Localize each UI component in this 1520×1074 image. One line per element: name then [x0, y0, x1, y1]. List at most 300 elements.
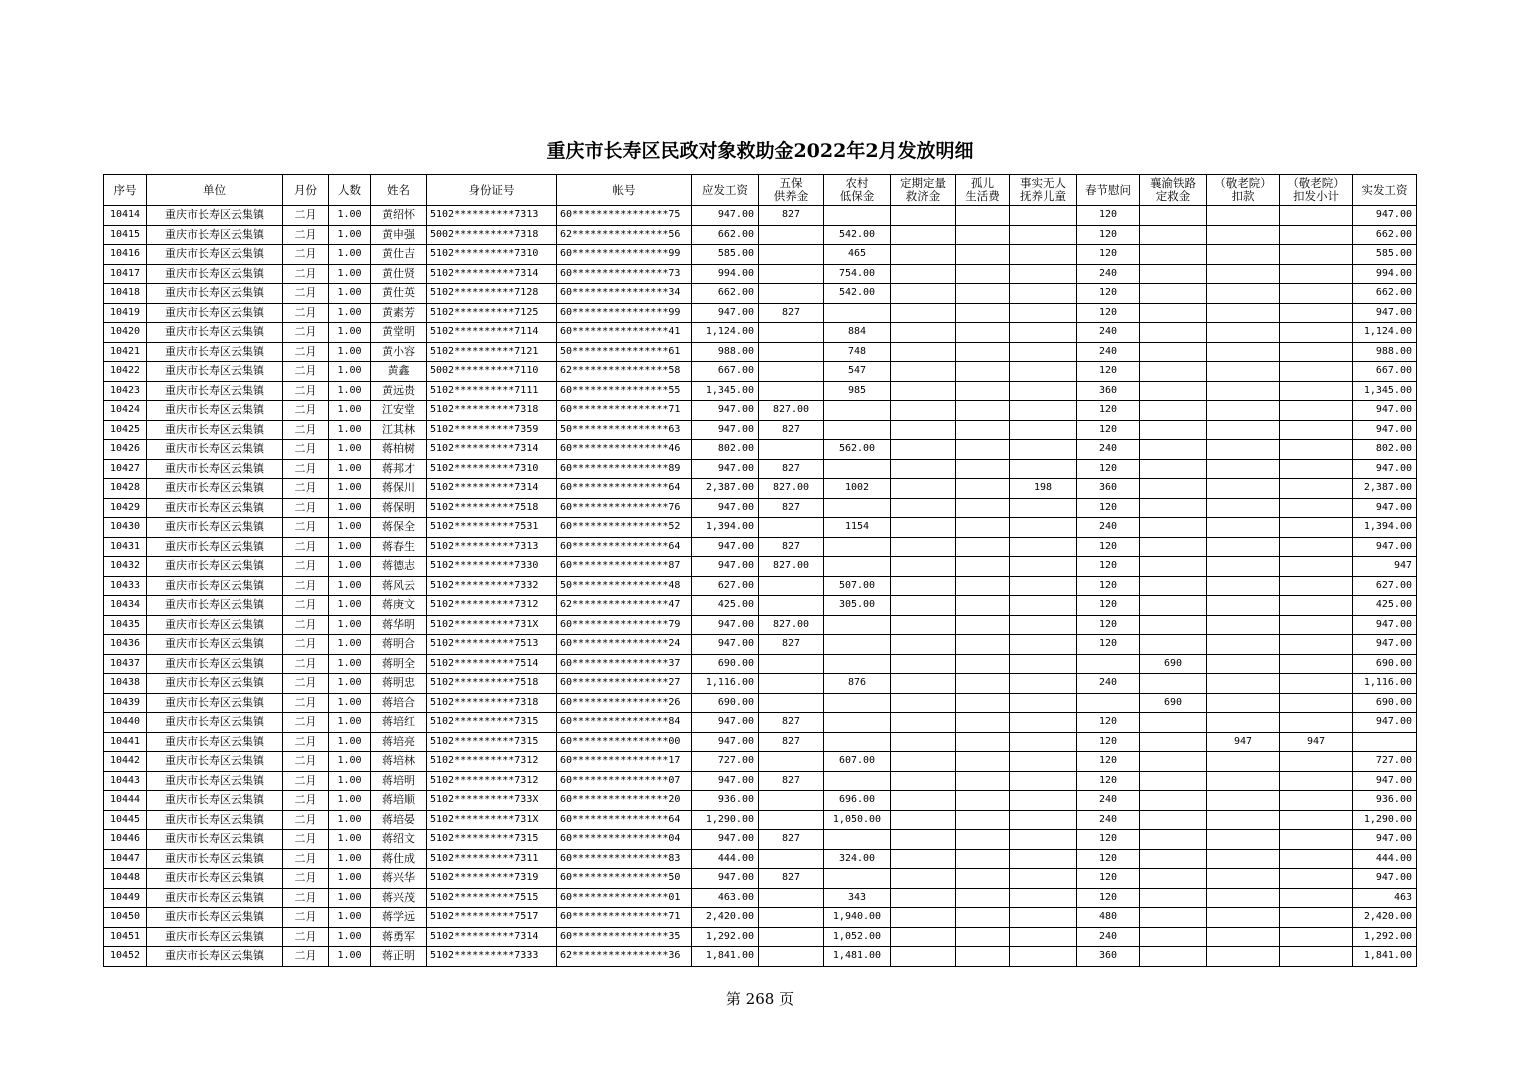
- cell-dingqi: [891, 674, 956, 694]
- cell-chunjie: [1077, 654, 1140, 674]
- cell-name: 黄申强: [371, 225, 427, 245]
- table-row: [104, 420, 1417, 440]
- cell-account: 60****************76: [557, 498, 692, 518]
- cell-jlyxiaoji: [1280, 771, 1353, 791]
- cell-name: 蒋绍文: [371, 830, 427, 850]
- cell-chunjie: 240: [1077, 518, 1140, 538]
- cell-gross-pay: 947.00: [692, 557, 759, 577]
- cell-dingqi: [891, 284, 956, 304]
- cell-wubao: [759, 654, 824, 674]
- cell-dibao: 547: [824, 362, 891, 382]
- cell-jlykoukuan: [1207, 635, 1280, 655]
- cell-count: 1.00: [329, 752, 371, 772]
- cell-wubao: [759, 576, 824, 596]
- cell-name: 蒋培红: [371, 713, 427, 733]
- cell-guer: [956, 557, 1010, 577]
- cell-chunjie: 120: [1077, 869, 1140, 889]
- cell-jlyxiaoji: [1280, 225, 1353, 245]
- table-row: [104, 830, 1417, 850]
- cell-gross-pay: 947.00: [692, 732, 759, 752]
- cell-unit: 重庆市长寿区云集镇: [147, 849, 283, 869]
- cell-net-pay: 947.00: [1353, 830, 1417, 850]
- cell-jlykoukuan: [1207, 752, 1280, 772]
- cell-wubao: 827: [759, 303, 824, 323]
- cell-chunjie: 120: [1077, 771, 1140, 791]
- cell-chunjie: 120: [1077, 284, 1140, 304]
- cell-gross-pay: 444.00: [692, 849, 759, 869]
- cell-guer: [956, 284, 1010, 304]
- cell-unit: 重庆市长寿区云集镇: [147, 342, 283, 362]
- cell-dingqi: [891, 576, 956, 596]
- cell-chunjie: 120: [1077, 557, 1140, 577]
- cell-jlyxiaoji: [1280, 342, 1353, 362]
- cell-dibao: 607.00: [824, 752, 891, 772]
- cell-net-pay: 947.00: [1353, 498, 1417, 518]
- cell-chunjie: [1077, 693, 1140, 713]
- cell-guer: [956, 674, 1010, 694]
- cell-shishi: [1010, 752, 1077, 772]
- cell-count: 1.00: [329, 576, 371, 596]
- cell-count: 1.00: [329, 342, 371, 362]
- cell-jlykoukuan: [1207, 381, 1280, 401]
- cell-dibao: [824, 654, 891, 674]
- cell-shishi: [1010, 245, 1077, 265]
- cell-wubao: 827: [759, 830, 824, 850]
- cell-month: 二月: [283, 888, 329, 908]
- table-row: [104, 459, 1417, 479]
- cell-seq: 10445: [104, 810, 147, 830]
- cell-jlyxiaoji: [1280, 303, 1353, 323]
- cell-name: 黄仕英: [371, 284, 427, 304]
- cell-dingqi: [891, 869, 956, 889]
- cell-seq: 10440: [104, 713, 147, 733]
- cell-id-number: 5102**********7314: [427, 440, 557, 460]
- cell-wubao: [759, 810, 824, 830]
- table-row: [104, 888, 1417, 908]
- cell-month: 二月: [283, 264, 329, 284]
- column-header-unit: 单位: [147, 175, 283, 206]
- cell-shishi: [1010, 284, 1077, 304]
- column-header-jlykoukuan: （敬老院） 扣款: [1207, 175, 1280, 206]
- cell-chunjie: 360: [1077, 479, 1140, 499]
- cell-dingqi: [891, 830, 956, 850]
- cell-account: 60****************17: [557, 752, 692, 772]
- table-row: [104, 537, 1417, 557]
- cell-net-pay: [1353, 732, 1417, 752]
- cell-jlykoukuan: [1207, 303, 1280, 323]
- cell-account: 60****************07: [557, 771, 692, 791]
- cell-id-number: 5102**********7313: [427, 537, 557, 557]
- cell-xiangyu: [1140, 459, 1207, 479]
- cell-gross-pay: 667.00: [692, 362, 759, 382]
- cell-jlyxiaoji: [1280, 518, 1353, 538]
- table-row: [104, 401, 1417, 421]
- cell-shishi: [1010, 596, 1077, 616]
- cell-guer: [956, 810, 1010, 830]
- cell-guer: [956, 459, 1010, 479]
- cell-shishi: [1010, 908, 1077, 928]
- cell-account: 60****************41: [557, 323, 692, 343]
- cell-chunjie: 120: [1077, 303, 1140, 323]
- cell-account: 60****************64: [557, 810, 692, 830]
- cell-xiangyu: [1140, 732, 1207, 752]
- cell-dingqi: [891, 810, 956, 830]
- cell-name: 黄鑫: [371, 362, 427, 382]
- cell-name: 蒋德志: [371, 557, 427, 577]
- table-row: [104, 303, 1417, 323]
- cell-net-pay: 947.00: [1353, 713, 1417, 733]
- cell-chunjie: 120: [1077, 245, 1140, 265]
- cell-net-pay: 1,116.00: [1353, 674, 1417, 694]
- cell-count: 1.00: [329, 557, 371, 577]
- cell-net-pay: 662.00: [1353, 284, 1417, 304]
- cell-dingqi: [891, 342, 956, 362]
- cell-dibao: 542.00: [824, 284, 891, 304]
- cell-jlykoukuan: [1207, 362, 1280, 382]
- table-row: [104, 576, 1417, 596]
- cell-seq: 10442: [104, 752, 147, 772]
- cell-jlyxiaoji: [1280, 479, 1353, 499]
- cell-id-number: 5102**********7318: [427, 401, 557, 421]
- cell-id-number: 5102**********7319: [427, 869, 557, 889]
- cell-month: 二月: [283, 225, 329, 245]
- cell-jlykoukuan: [1207, 947, 1280, 967]
- cell-guer: [956, 752, 1010, 772]
- column-header-dingqi: 定期定量 救济金: [891, 175, 956, 206]
- cell-id-number: 5102**********7318: [427, 693, 557, 713]
- cell-xiangyu: [1140, 771, 1207, 791]
- column-header-guer: 孤儿 生活费: [956, 175, 1010, 206]
- cell-jlyxiaoji: [1280, 693, 1353, 713]
- cell-month: 二月: [283, 615, 329, 635]
- cell-chunjie: 120: [1077, 576, 1140, 596]
- cell-shishi: [1010, 635, 1077, 655]
- cell-name: 蒋仕成: [371, 849, 427, 869]
- cell-guer: [956, 401, 1010, 421]
- cell-dibao: 465: [824, 245, 891, 265]
- cell-jlykoukuan: [1207, 323, 1280, 343]
- cell-shishi: [1010, 518, 1077, 538]
- cell-unit: 重庆市长寿区云集镇: [147, 908, 283, 928]
- cell-month: 二月: [283, 830, 329, 850]
- cell-net-pay: 627.00: [1353, 576, 1417, 596]
- cell-net-pay: 1,124.00: [1353, 323, 1417, 343]
- cell-unit: 重庆市长寿区云集镇: [147, 537, 283, 557]
- cell-jlyxiaoji: [1280, 576, 1353, 596]
- cell-xiangyu: [1140, 479, 1207, 499]
- cell-month: 二月: [283, 869, 329, 889]
- cell-seq: 10452: [104, 947, 147, 967]
- cell-wubao: 827: [759, 459, 824, 479]
- cell-unit: 重庆市长寿区云集镇: [147, 420, 283, 440]
- cell-net-pay: 667.00: [1353, 362, 1417, 382]
- cell-id-number: 5102**********7315: [427, 830, 557, 850]
- cell-seq: 10421: [104, 342, 147, 362]
- cell-account: 60****************04: [557, 830, 692, 850]
- cell-shishi: [1010, 537, 1077, 557]
- cell-chunjie: 120: [1077, 362, 1140, 382]
- cell-count: 1.00: [329, 635, 371, 655]
- cell-shishi: [1010, 576, 1077, 596]
- cell-chunjie: 120: [1077, 420, 1140, 440]
- cell-count: 1.00: [329, 810, 371, 830]
- cell-guer: [956, 245, 1010, 265]
- cell-unit: 重庆市长寿区云集镇: [147, 206, 283, 226]
- cell-unit: 重庆市长寿区云集镇: [147, 479, 283, 499]
- cell-net-pay: 690.00: [1353, 654, 1417, 674]
- cell-jlyxiaoji: [1280, 381, 1353, 401]
- cell-shishi: [1010, 264, 1077, 284]
- cell-month: 二月: [283, 479, 329, 499]
- cell-month: 二月: [283, 810, 329, 830]
- cell-seq: 10438: [104, 674, 147, 694]
- cell-shishi: [1010, 674, 1077, 694]
- cell-unit: 重庆市长寿区云集镇: [147, 459, 283, 479]
- cell-gross-pay: 947.00: [692, 498, 759, 518]
- cell-id-number: 5102**********7531: [427, 518, 557, 538]
- cell-jlyxiaoji: [1280, 498, 1353, 518]
- cell-seq: 10429: [104, 498, 147, 518]
- cell-xiangyu: [1140, 908, 1207, 928]
- cell-wubao: 827: [759, 869, 824, 889]
- cell-unit: 重庆市长寿区云集镇: [147, 245, 283, 265]
- column-header-name: 姓名: [371, 175, 427, 206]
- cell-name: 江其林: [371, 420, 427, 440]
- cell-shishi: [1010, 849, 1077, 869]
- cell-month: 二月: [283, 927, 329, 947]
- table-row: [104, 518, 1417, 538]
- cell-jlykoukuan: [1207, 693, 1280, 713]
- cell-dingqi: [891, 264, 956, 284]
- cell-chunjie: 120: [1077, 401, 1140, 421]
- table-row: [104, 206, 1417, 226]
- table-row: [104, 245, 1417, 265]
- cell-dibao: [824, 732, 891, 752]
- cell-account: 60****************37: [557, 654, 692, 674]
- cell-count: 1.00: [329, 284, 371, 304]
- cell-xiangyu: [1140, 557, 1207, 577]
- cell-dingqi: [891, 420, 956, 440]
- cell-chunjie: 120: [1077, 888, 1140, 908]
- cell-month: 二月: [283, 576, 329, 596]
- cell-xiangyu: [1140, 615, 1207, 635]
- cell-jlykoukuan: [1207, 654, 1280, 674]
- cell-dibao: 876: [824, 674, 891, 694]
- cell-unit: 重庆市长寿区云集镇: [147, 381, 283, 401]
- cell-unit: 重庆市长寿区云集镇: [147, 791, 283, 811]
- cell-unit: 重庆市长寿区云集镇: [147, 810, 283, 830]
- cell-id-number: 5102**********7121: [427, 342, 557, 362]
- cell-dingqi: [891, 498, 956, 518]
- cell-net-pay: 1,292.00: [1353, 927, 1417, 947]
- cell-dibao: [824, 303, 891, 323]
- cell-unit: 重庆市长寿区云集镇: [147, 869, 283, 889]
- cell-name: 蒋风云: [371, 576, 427, 596]
- cell-jlykoukuan: [1207, 869, 1280, 889]
- cell-jlyxiaoji: [1280, 674, 1353, 694]
- cell-guer: [956, 576, 1010, 596]
- cell-account: 50****************63: [557, 420, 692, 440]
- cell-dingqi: [891, 752, 956, 772]
- cell-account: 50****************61: [557, 342, 692, 362]
- cell-gross-pay: 947.00: [692, 713, 759, 733]
- cell-dibao: 324.00: [824, 849, 891, 869]
- cell-unit: 重庆市长寿区云集镇: [147, 576, 283, 596]
- cell-jlykoukuan: [1207, 206, 1280, 226]
- cell-net-pay: 727.00: [1353, 752, 1417, 772]
- cell-shishi: [1010, 401, 1077, 421]
- cell-month: 二月: [283, 557, 329, 577]
- table-row: [104, 927, 1417, 947]
- cell-guer: [956, 264, 1010, 284]
- cell-month: 二月: [283, 323, 329, 343]
- cell-jlykoukuan: [1207, 225, 1280, 245]
- cell-guer: [956, 927, 1010, 947]
- cell-account: 62****************58: [557, 362, 692, 382]
- cell-net-pay: 947.00: [1353, 459, 1417, 479]
- cell-unit: 重庆市长寿区云集镇: [147, 615, 283, 635]
- cell-account: 60****************34: [557, 284, 692, 304]
- cell-shishi: [1010, 206, 1077, 226]
- cell-chunjie: 120: [1077, 498, 1140, 518]
- cell-wubao: [759, 440, 824, 460]
- cell-month: 二月: [283, 752, 329, 772]
- cell-dibao: [824, 459, 891, 479]
- cell-unit: 重庆市长寿区云集镇: [147, 693, 283, 713]
- cell-dingqi: [891, 615, 956, 635]
- cell-xiangyu: 690: [1140, 654, 1207, 674]
- cell-id-number: 5102**********731X: [427, 810, 557, 830]
- cell-gross-pay: 947.00: [692, 869, 759, 889]
- table-row: [104, 869, 1417, 889]
- cell-gross-pay: 947.00: [692, 635, 759, 655]
- cell-month: 二月: [283, 908, 329, 928]
- cell-dibao: 562.00: [824, 440, 891, 460]
- cell-chunjie: 120: [1077, 225, 1140, 245]
- cell-net-pay: 947.00: [1353, 303, 1417, 323]
- cell-count: 1.00: [329, 830, 371, 850]
- cell-net-pay: 662.00: [1353, 225, 1417, 245]
- cell-jlykoukuan: [1207, 927, 1280, 947]
- cell-chunjie: 360: [1077, 381, 1140, 401]
- cell-net-pay: 947.00: [1353, 537, 1417, 557]
- cell-unit: 重庆市长寿区云集镇: [147, 713, 283, 733]
- cell-gross-pay: 2,387.00: [692, 479, 759, 499]
- cell-guer: [956, 440, 1010, 460]
- cell-month: 二月: [283, 459, 329, 479]
- cell-dingqi: [891, 537, 956, 557]
- cell-unit: 重庆市长寿区云集镇: [147, 557, 283, 577]
- cell-jlyxiaoji: [1280, 459, 1353, 479]
- cell-gross-pay: 1,394.00: [692, 518, 759, 538]
- cell-jlykoukuan: [1207, 596, 1280, 616]
- cell-account: 60****************20: [557, 791, 692, 811]
- cell-jlykoukuan: [1207, 849, 1280, 869]
- cell-month: 二月: [283, 791, 329, 811]
- cell-xiangyu: [1140, 440, 1207, 460]
- cell-account: 60****************79: [557, 615, 692, 635]
- cell-guer: [956, 381, 1010, 401]
- cell-count: 1.00: [329, 498, 371, 518]
- cell-xiangyu: [1140, 245, 1207, 265]
- cell-wubao: [759, 284, 824, 304]
- cell-dingqi: [891, 401, 956, 421]
- cell-unit: 重庆市长寿区云集镇: [147, 927, 283, 947]
- cell-account: 60****************24: [557, 635, 692, 655]
- table-row: [104, 284, 1417, 304]
- column-header-month: 月份: [283, 175, 329, 206]
- cell-net-pay: 585.00: [1353, 245, 1417, 265]
- cell-guer: [956, 303, 1010, 323]
- cell-chunjie: 120: [1077, 849, 1140, 869]
- column-header-shishi: 事实无人 抚养儿童: [1010, 175, 1077, 206]
- cell-jlyxiaoji: [1280, 791, 1353, 811]
- cell-account: 60****************46: [557, 440, 692, 460]
- cell-name: 蒋培顺: [371, 791, 427, 811]
- cell-id-number: 5102**********7513: [427, 635, 557, 655]
- cell-jlykoukuan: [1207, 498, 1280, 518]
- cell-account: 60****************64: [557, 537, 692, 557]
- cell-dingqi: [891, 635, 956, 655]
- cell-name: 蒋培林: [371, 752, 427, 772]
- cell-account: 60****************71: [557, 401, 692, 421]
- cell-jlykoukuan: [1207, 771, 1280, 791]
- cell-wubao: [759, 381, 824, 401]
- cell-dingqi: [891, 225, 956, 245]
- relief-payment-table: [103, 174, 1417, 967]
- cell-month: 二月: [283, 245, 329, 265]
- cell-xiangyu: [1140, 323, 1207, 343]
- cell-unit: 重庆市长寿区云集镇: [147, 264, 283, 284]
- cell-xiangyu: [1140, 810, 1207, 830]
- cell-count: 1.00: [329, 674, 371, 694]
- cell-gross-pay: 947.00: [692, 537, 759, 557]
- cell-chunjie: 120: [1077, 732, 1140, 752]
- cell-gross-pay: 690.00: [692, 654, 759, 674]
- cell-guer: [956, 479, 1010, 499]
- cell-seq: 10439: [104, 693, 147, 713]
- cell-count: 1.00: [329, 869, 371, 889]
- cell-count: 1.00: [329, 420, 371, 440]
- cell-jlyxiaoji: [1280, 245, 1353, 265]
- cell-guer: [956, 362, 1010, 382]
- cell-xiangyu: [1140, 362, 1207, 382]
- cell-wubao: [759, 927, 824, 947]
- cell-gross-pay: 690.00: [692, 693, 759, 713]
- cell-dibao: 507.00: [824, 576, 891, 596]
- cell-id-number: 5102**********7312: [427, 596, 557, 616]
- cell-jlyxiaoji: [1280, 888, 1353, 908]
- cell-count: 1.00: [329, 440, 371, 460]
- cell-gross-pay: 936.00: [692, 791, 759, 811]
- cell-wubao: 827: [759, 498, 824, 518]
- cell-id-number: 5102**********7315: [427, 732, 557, 752]
- cell-month: 二月: [283, 284, 329, 304]
- cell-month: 二月: [283, 498, 329, 518]
- cell-wubao: [759, 596, 824, 616]
- cell-seq: 10428: [104, 479, 147, 499]
- cell-guer: [956, 225, 1010, 245]
- cell-wubao: [759, 693, 824, 713]
- cell-id-number: 5102**********7515: [427, 888, 557, 908]
- cell-account: 60****************01: [557, 888, 692, 908]
- cell-jlyxiaoji: [1280, 849, 1353, 869]
- cell-xiangyu: [1140, 284, 1207, 304]
- table-row: [104, 264, 1417, 284]
- cell-wubao: 827: [759, 732, 824, 752]
- cell-name: 黄远贵: [371, 381, 427, 401]
- cell-month: 二月: [283, 206, 329, 226]
